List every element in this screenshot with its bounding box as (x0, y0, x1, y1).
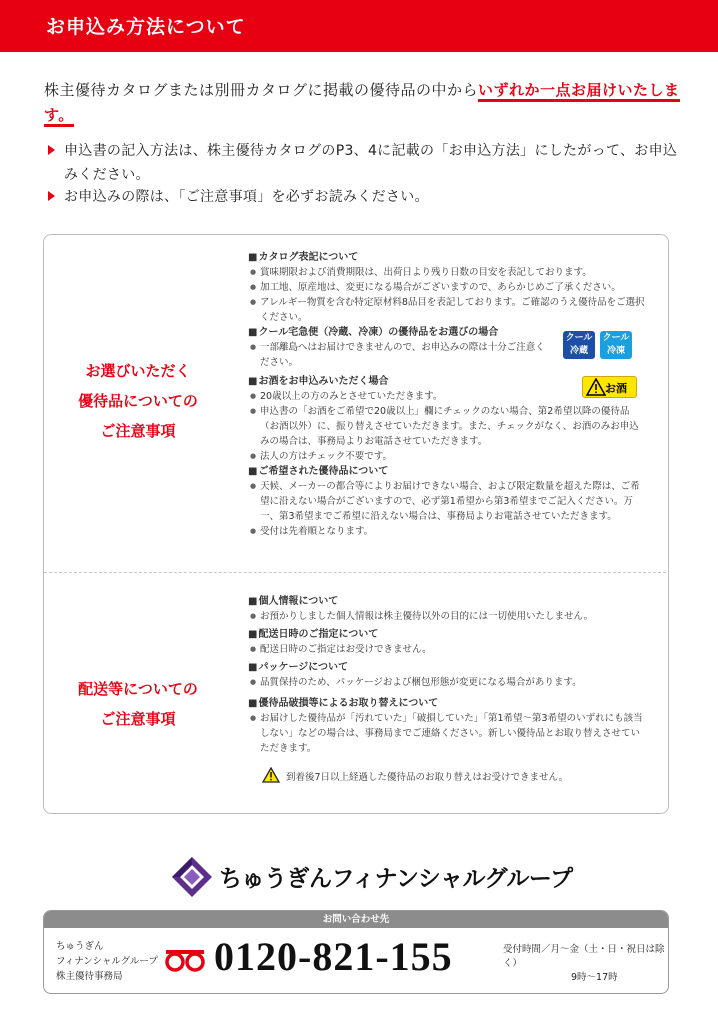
catalog-notation-block: ■ カタログ表記について ● 賞味期限および消費期限は、出荷日より残り日数の目安を表記しております。 ● 加工地、原産地は、変更になる場合がございますので、あらかじめご了承ください。 ● アレルギー物質を含む特定原材料8品目を表記しております。ご確認のうえ優待品をご選択ください。 (248, 250, 648, 325)
contact-org: ちゅうぎん フィナンシャルグループ 株主優待事務局 (56, 941, 158, 982)
free-dial-icon (164, 947, 208, 975)
arrow-icon (48, 191, 55, 201)
personal-info-block: ■ 個人情報について ● お預かりしました個人情報は株主優待以外の目的には一切使用いたしません。 (248, 594, 648, 624)
business-hours: 受付時間／月～金（土・日・祝日は除く） 9時～17時 (503, 944, 665, 983)
contact-bar: お問い合わせ先 (44, 911, 668, 928)
intro-text: 株主優待カタログまたは別冊カタログに掲載の優待品の中から (44, 81, 479, 99)
arrow-icon (48, 145, 55, 155)
bullet-item: お申込みの際は、「ご注意事項」を必ずお読みください。 (48, 185, 688, 209)
intro-paragraph (44, 78, 684, 128)
company-logo-icon (170, 855, 214, 899)
page-header (0, 0, 718, 52)
section-divider (44, 572, 666, 573)
page-title: お申込み方法について (46, 16, 246, 38)
contact-box (43, 910, 669, 994)
section1-label: お選びいただく 優待品についての ご注意事項 (78, 362, 198, 440)
alcohol-block: ■ お酒をお申込みいただく場合 ● 20歳以上の方のみとさせていただきます。 ● 申込書の「お酒をご希望で20歳以上」欄にチェックのない場合、第2希望以降の優待品（お酒以外）に、振り替えさせていただきます。また、チェックがなく、お酒のみお申込みの場合は、事務局よりお電話させていただきます。 ● 法人の方はチェック不要です。 (248, 374, 578, 464)
alcohol-badge: お酒 (582, 376, 637, 398)
cool-chilled-badge: クール 冷蔵 (563, 331, 595, 359)
cool-frozen-badge: クール 冷凍 (600, 331, 632, 359)
desired-item-block: ■ ご希望された優待品について ● 天候、メーカーの都合等によりお届けできない場合、および限定数量を超えた際は、ご希望に沿えない場合がございますので、必ず第1希望から第3希望までご記入ください。万一、第3希望までご希望に沿えない場合は、事務局よりお電話させていただきます。 ● 受付は先着順となります。 (248, 464, 648, 539)
intro-highlight: いずれか一点お届けいたします。 (44, 81, 680, 127)
package-block: ■ パッケージについて ● 品質保持のため、パッケージおよび梱包形態が変更になる場合があります。 (248, 660, 648, 690)
phone-number[interactable]: 0120-821-155 (214, 934, 453, 979)
warning-icon (262, 767, 280, 783)
delivery-date-block: ■ 配送日時のご指定について ● 配送日時のご指定はお受けできません。 (248, 627, 648, 657)
section2-label: 配送等についての ご注意事項 (78, 680, 198, 728)
company-name: ちゅうぎんフィナンシャルグループ (219, 866, 573, 892)
cool-delivery-block: ■ クール宅急便（冷蔵、冷凍）の優待品をお選びの場合 ● 一部離島へはお届けできませんので、お申込みの際は十分ご注意ください。 (248, 325, 548, 370)
replacement-warning: 到着後7日以上経過した優待品のお取り替えはお受けできません。 (286, 772, 569, 783)
bullet-item: 申込書の記入方法は、株主優待カタログのP3、4に記載の「お申込方法」にしたがって、お申込みください。 (48, 139, 688, 187)
warning-icon (586, 378, 606, 396)
replacement-block: ■ 優待品破損等によるお取り替えについて ● お届けした優待品が「汚れていた」「破損していた」「第1希望～第3希望のいずれにも該当しない」などの場合は、事務局までご連絡ください。新しい優待品とお取り替えさせていただきます。 (248, 696, 648, 756)
